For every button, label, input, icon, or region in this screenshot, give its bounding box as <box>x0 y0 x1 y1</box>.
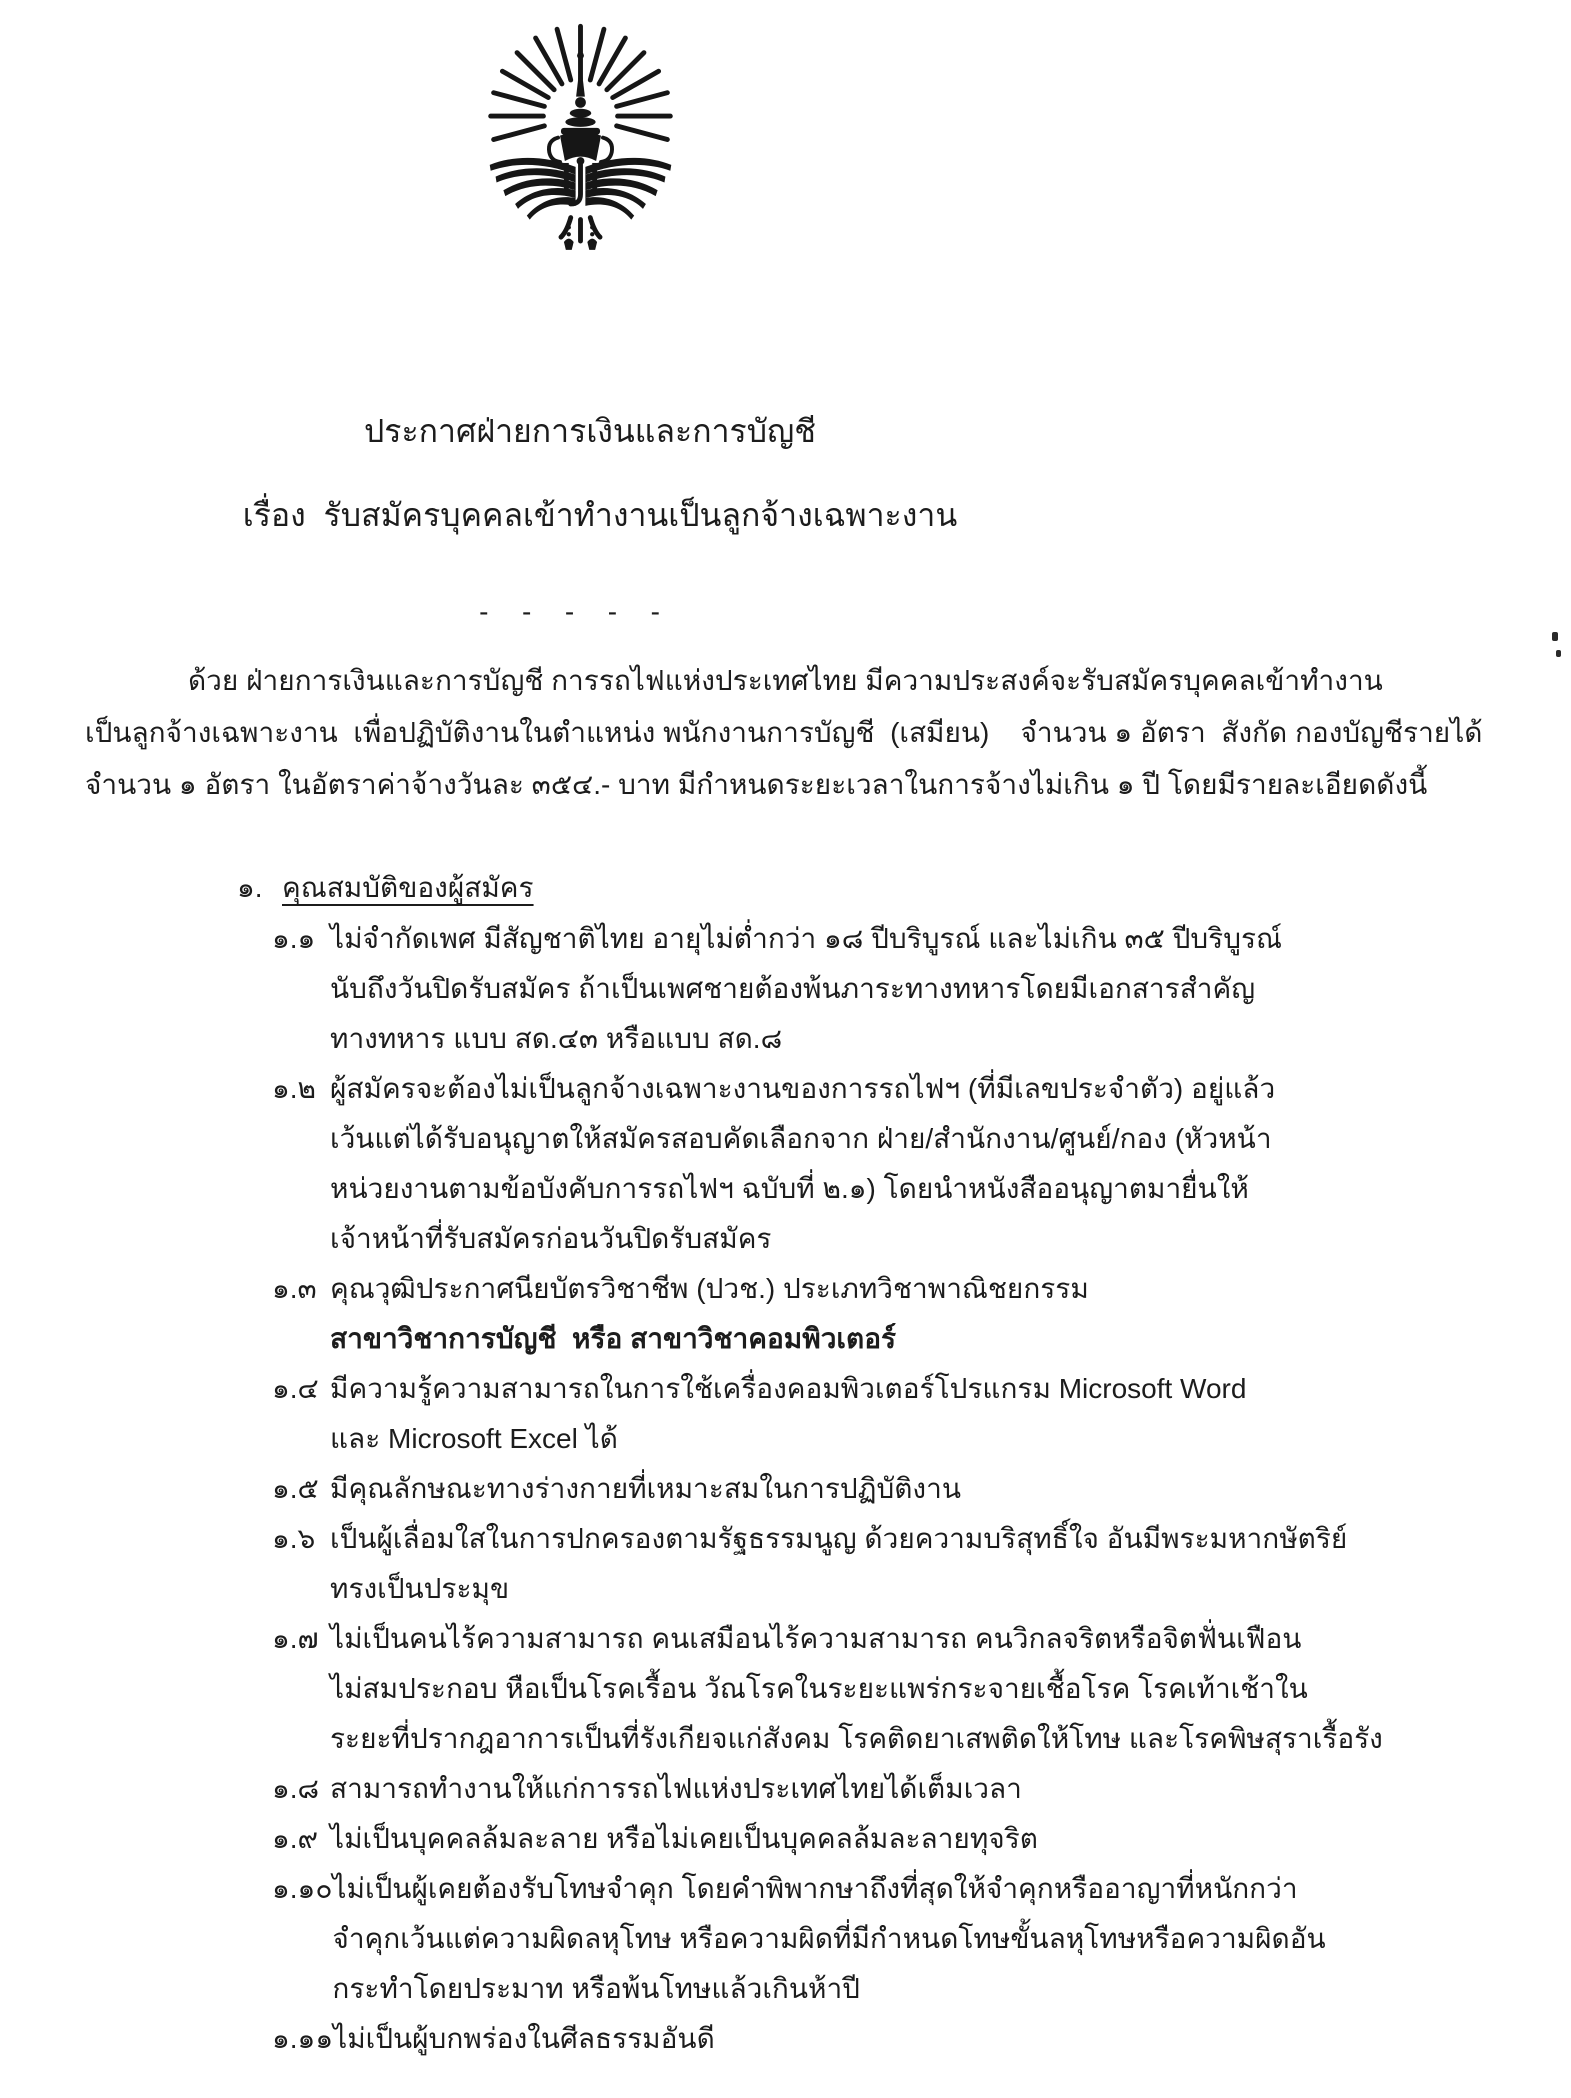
announcement-subject: เรื่อง รับสมัครบุคคลเข้าทำงานเป็นลูกจ้างเฉพาะงาน <box>242 497 958 533</box>
qualification-item <box>272 1814 1383 1864</box>
item-number: ๑.๔ <box>272 1373 319 1404</box>
intro-line: เป็นลูกจ้างเฉพาะงาน เพื่อปฏิบัติงานในตำแหน่ง พนักงานการบัญชี (เสมียน) จำนวน ๑ อัตรา สังกัด กองบัญชีรายได้ <box>85 717 1483 748</box>
item-line: เว้นแต่ได้รับอนุญาตให้สมัครสอบคัดเลือกจาก ฝ่าย/สำนักงาน/ศูนย์/กอง (หัวหน้า <box>330 1123 1272 1154</box>
separator-dashes: - - - - - <box>479 596 666 627</box>
item-line: สาขาวิชาการบัญชี หรือ สาขาวิชาคอมพิวเตอร์ <box>330 1323 897 1354</box>
qualification-item <box>272 1764 1383 1814</box>
item-body <box>330 1514 1383 1614</box>
qualification-item <box>272 2014 1383 2064</box>
scan-artifact <box>1552 632 1558 641</box>
item-line: จำคุกเว้นแต่ความผิดลหุโทษ หรือความผิดที่มีกำหนดโทษขั้นลหุโทษหรือความผิดอัน <box>332 1923 1326 1954</box>
item-line: ไม่เป็นผู้เคยต้องรับโทษจำคุก โดยคำพิพากษาถึงที่สุดให้จำคุกหรืออาญาที่หนักกว่า <box>332 1873 1298 1904</box>
state-railway-winged-emblem-icon <box>478 22 683 260</box>
item-line: ระยะที่ปรากฎอาการเป็นที่รังเกียจแก่สังคม โรคติดยาเสพติดให้โทษ และโรคพิษสุราเรื้อรัง <box>330 1723 1383 1754</box>
qualification-item <box>272 1064 1383 1264</box>
item-number: ๑.๗ <box>272 1623 319 1654</box>
item-line: เจ้าหน้าที่รับสมัครก่อนวันปิดรับสมัคร <box>330 1223 772 1254</box>
item-line: ไม่จำกัดเพศ มีสัญชาติไทย อายุไม่ต่ำกว่า ๑๘ ปีบริบูรณ์ และไม่เกิน ๓๕ ปีบริบูรณ์ <box>330 923 1283 954</box>
item-number: ๑.๕ <box>272 1473 319 1504</box>
item-line: คุณวุฒิประกาศนียบัตรวิชาชีพ (ปวช.) ประเภทวิชาพาณิชยกรรม <box>330 1273 1089 1304</box>
announcement-title: ประกาศฝ่ายการเงินและการบัญชี <box>363 413 817 449</box>
intro-line: ด้วย ฝ่ายการเงินและการบัญชี การรถไฟแห่งประเทศไทย มีความประสงค์จะรับสมัครบุคคลเข้าทำงาน <box>188 665 1383 696</box>
qualification-item <box>272 914 1383 1064</box>
item-line: ผู้สมัครจะต้องไม่เป็นลูกจ้างเฉพาะงานของการรถไฟฯ (ที่มีเลขประจำตัว) อยู่แล้ว <box>330 1073 1276 1104</box>
srt-emblem-logo <box>478 22 683 260</box>
item-body <box>330 914 1383 1064</box>
item-number: ๑.๙ <box>272 1823 319 1854</box>
item-line: และ Microsoft Excel ได้ <box>330 1423 618 1454</box>
intro-line: จำนวน ๑ อัตรา ในอัตราค่าจ้างวันละ ๓๕๔.- บาท มีกำหนดระยะเวลาในการจ้างไม่เกิน ๑ ปี โดยมีรายละเอียดดังนี้ <box>85 769 1428 800</box>
item-number: ๑.๑๐ <box>272 1873 333 1904</box>
item-line: มีความรู้ความสามารถในการใช้เครื่องคอมพิวเตอร์โปรแกรม Microsoft Word <box>330 1373 1247 1404</box>
qualification-item <box>272 1614 1383 1764</box>
item-body <box>330 1614 1383 1764</box>
item-number: ๑.๓ <box>272 1273 317 1304</box>
item-body <box>330 1364 1383 1464</box>
item-line: สามารถทำงานให้แก่การรถไฟแห่งประเทศไทยได้เต็มเวลา <box>330 1773 1022 1804</box>
item-number: ๑.๘ <box>272 1773 320 1804</box>
item-line: ไม่เป็นคนไร้ความสามารถ คนเสมือนไร้ความสามารถ คนวิกลจริตหรือจิตฟั่นเฟือน <box>330 1623 1302 1654</box>
section-number: ๑. <box>237 872 263 903</box>
item-number: ๑.๑ <box>272 923 316 954</box>
item-body <box>330 1064 1383 1264</box>
item-body <box>332 1864 1382 2014</box>
item-body <box>333 2014 1383 2064</box>
item-line: ทรงเป็นประมุข <box>330 1573 510 1604</box>
item-number: ๑.๖ <box>272 1523 316 1554</box>
qualification-item <box>272 1464 1383 1514</box>
section-qualifications <box>237 862 1383 2064</box>
item-line: ทางทหาร แบบ สด.๔๓ หรือแบบ สด.๘ <box>330 1023 783 1054</box>
section-heading: คุณสมบัติของผู้สมัคร <box>282 872 534 903</box>
qualifications-list <box>272 914 1383 2064</box>
item-line: ไม่สมประกอบ หือเป็นโรคเรื้อน วัณโรคในระยะแพร่กระจายเชื้อโรค โรคเท้าเช้าใน <box>330 1673 1308 1704</box>
item-body <box>330 1814 1383 1864</box>
item-body <box>330 1764 1383 1814</box>
item-body <box>330 1464 1383 1514</box>
item-line: หน่วยงานตามข้อบังคับการรถไฟฯ ฉบับที่ ๒.๑) โดยนำหนังสืออนุญาตมายื่นให้ <box>330 1173 1249 1204</box>
item-line: นับถึงวันปิดรับสมัคร ถ้าเป็นเพศชายต้องพ้นภาระทางทหารโดยมีเอกสารสำคัญ <box>330 973 1256 1004</box>
qualification-item <box>272 1864 1383 2014</box>
qualification-item <box>272 1514 1383 1614</box>
item-line: ไม่เป็นบุคคลล้มละลาย หรือไม่เคยเป็นบุคคลล้มละลายทุจริต <box>330 1823 1038 1854</box>
qualification-item <box>272 1364 1383 1464</box>
intro-paragraph <box>85 655 1482 811</box>
item-body <box>330 1264 1383 1364</box>
item-number: ๑.๑๑ <box>272 2023 334 2054</box>
qualification-item <box>272 1264 1383 1364</box>
item-number: ๑.๒ <box>272 1073 317 1104</box>
item-line: กระทำโดยประมาท หรือพ้นโทษแล้วเกินห้าปี <box>332 1973 860 2004</box>
item-line: เป็นผู้เลื่อมใสในการปกครองตามรัฐธรรมนูญ ด้วยความบริสุทธิ์ใจ อันมีพระมหากษัตริย์ <box>330 1523 1348 1554</box>
section-heading-row <box>237 862 1383 914</box>
item-line: ไม่เป็นผู้บกพร่องในศีลธรรมอันดี <box>333 2023 715 2054</box>
scan-artifact <box>1556 650 1561 657</box>
item-line: มีคุณลักษณะทางร่างกายที่เหมาะสมในการปฏิบัติงาน <box>330 1473 961 1504</box>
